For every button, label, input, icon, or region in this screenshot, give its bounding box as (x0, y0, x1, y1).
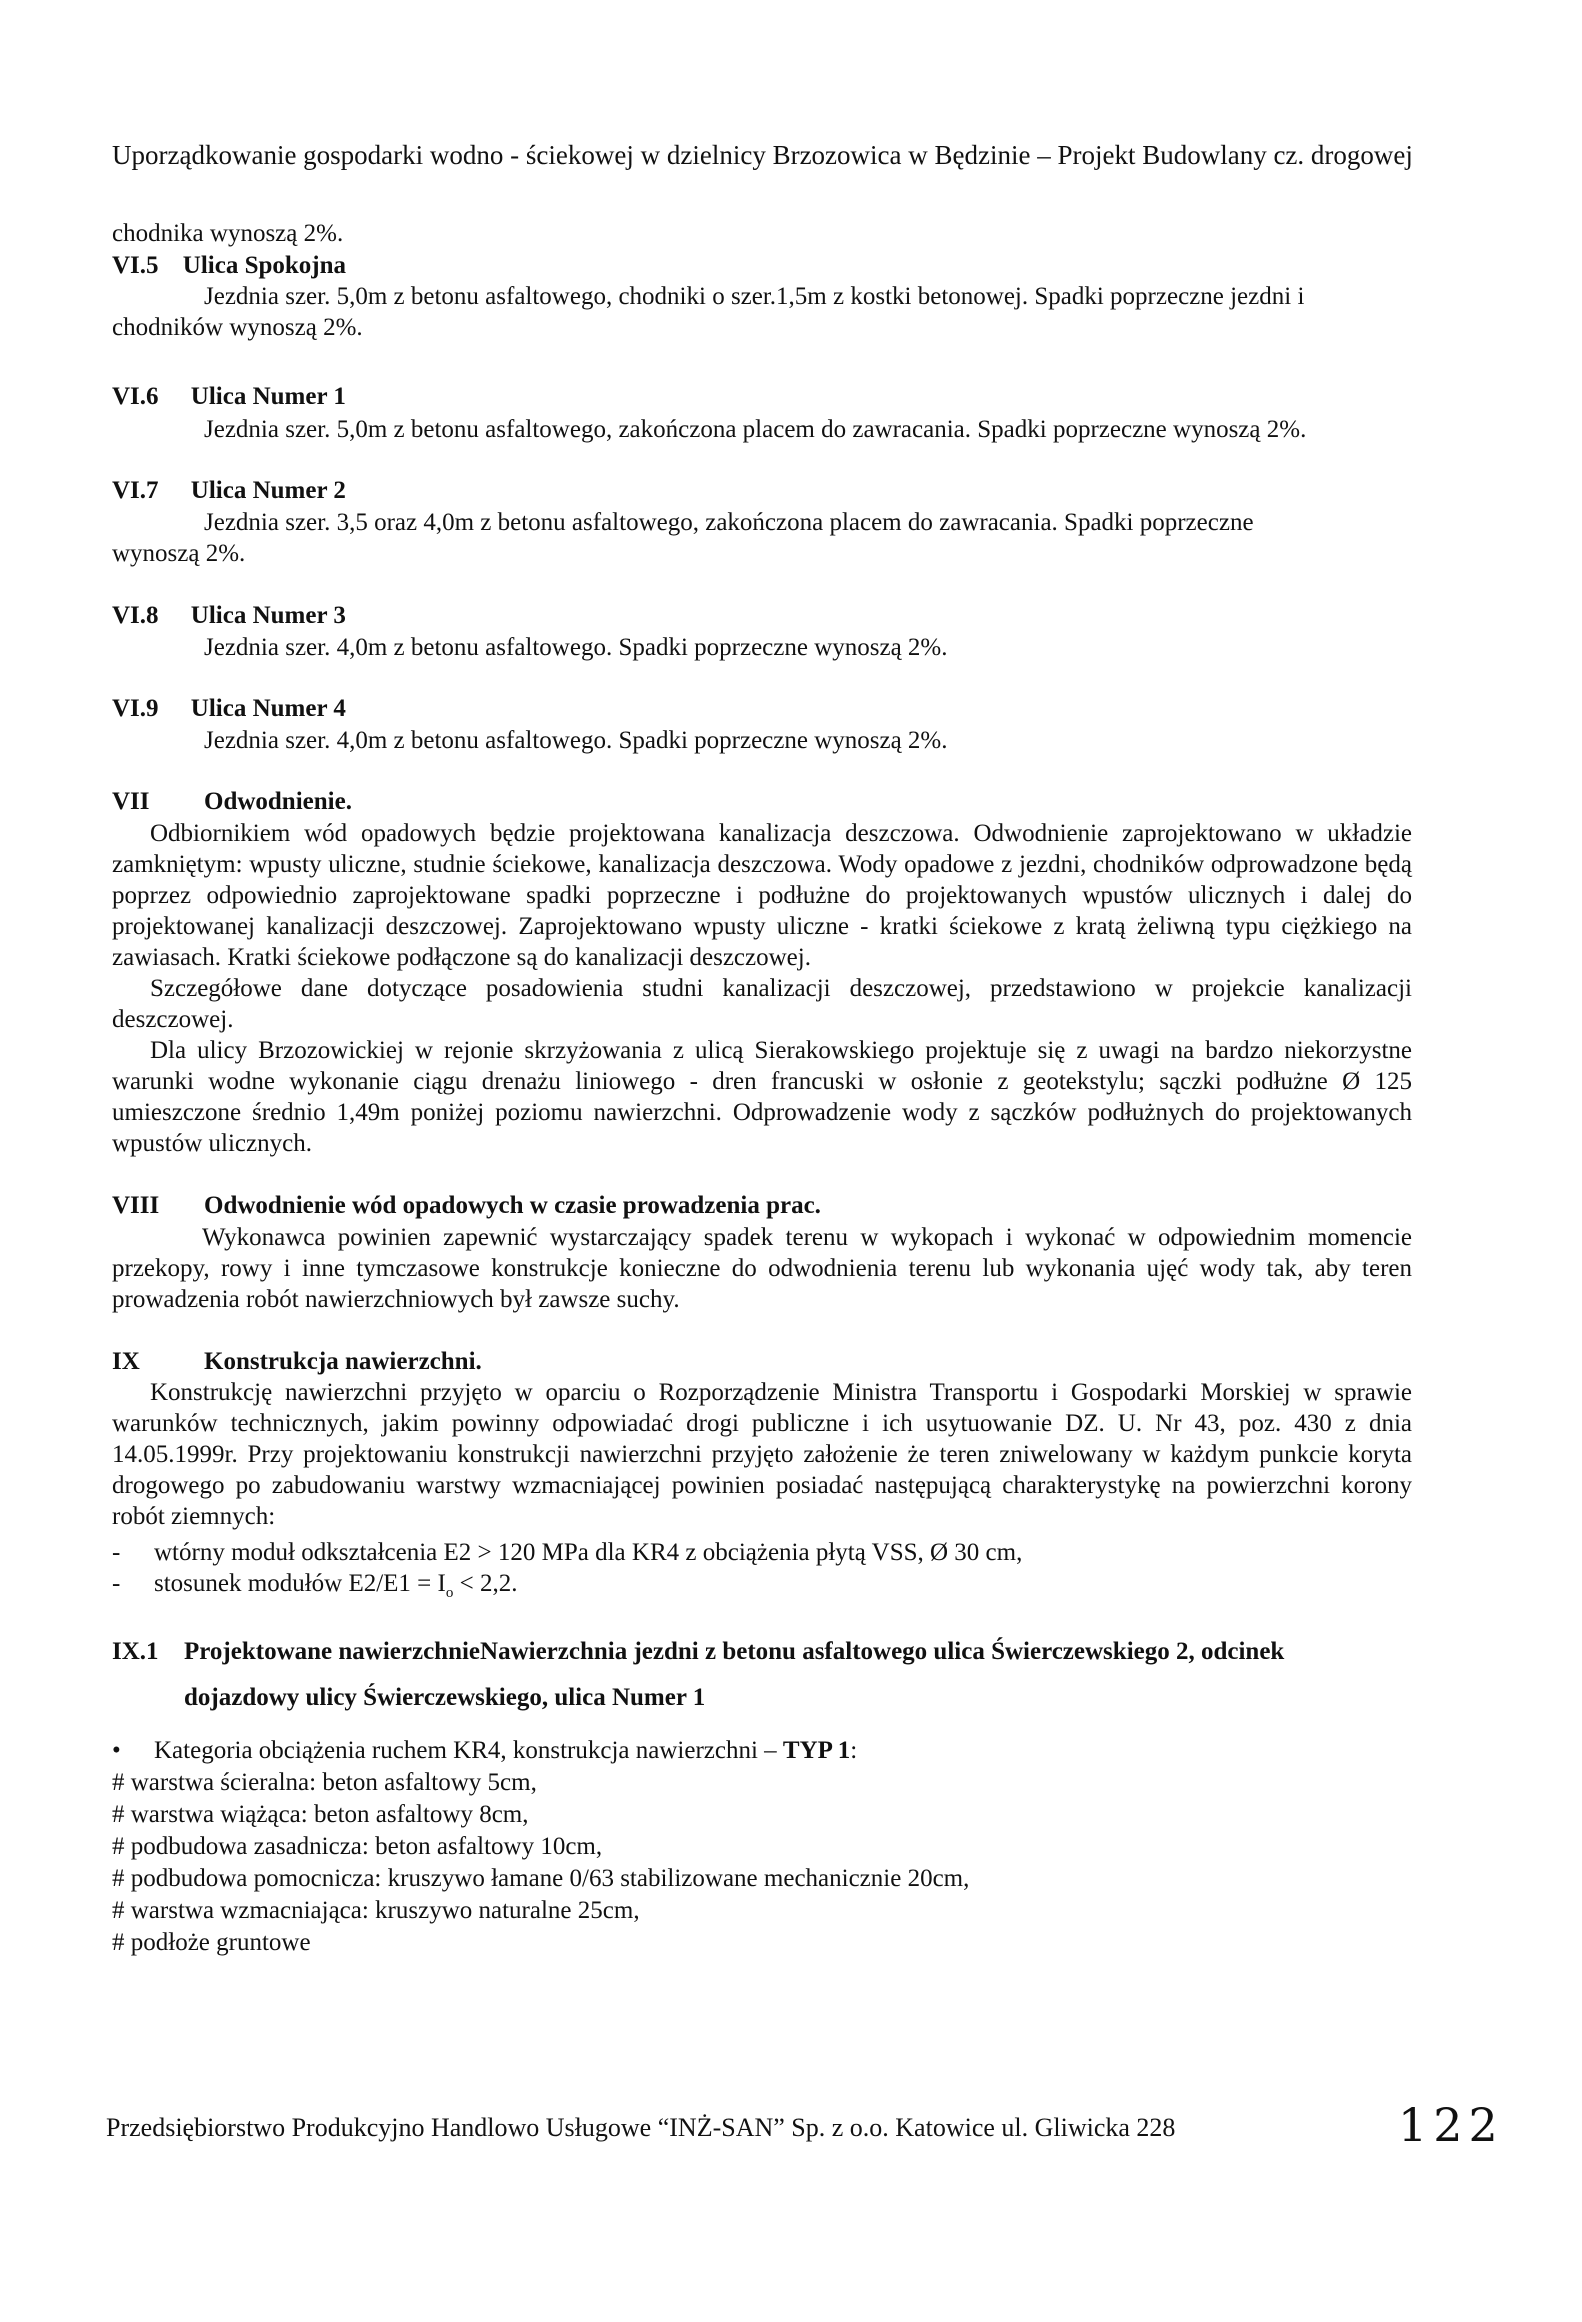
section-number: VI.5 (112, 252, 159, 279)
section-ix1-heading (112, 1638, 1285, 1666)
bullet-text-bold: TYP 1 (782, 1737, 851, 1764)
subscript: o (445, 1585, 454, 1601)
section-ix-body (112, 1377, 1412, 1532)
dash-list-item (112, 1570, 517, 1602)
section-viii-heading (112, 1190, 821, 1221)
section-title: Ulica Numer 1 (190, 383, 346, 410)
dash-item-text: wtórny moduł odkształcenia E2 > 120 MPa dla KR4 z obciążenia płytą VSS, Ø 30 cm, (154, 1539, 1023, 1566)
section-title: Odwodnienie wód opadowych w czasie prowadzenia prac. (204, 1192, 821, 1219)
section-title: Ulica Numer 3 (190, 602, 346, 629)
section-vii-body (112, 818, 1412, 1159)
section-number: VI.6 (112, 383, 159, 410)
section-vi7-heading (112, 475, 346, 506)
list-item: # warstwa wzmacniająca: kruszywo naturalne 25cm, (112, 1897, 640, 1924)
paragraph: Odbiornikiem wód opadowych będzie projektowana kanalizacja deszczowa. Odwodnienie zaprojektowano w układzie zamkniętym: wpusty uliczne, studnie ściekowe, kanalizacja deszczowa. Wody opadowe z jezdni, chodników odprowadzone będą poprzez odpowiednio zaprojektowane spadki poprzeczne i podłużne do projektowanych wpustów ulicznych i dalej do projektowanej kanalizacji deszczowej. Zaprojektowano wpusty uliczne - kratki ściekowe z kratą żeliwną typu ciężkiego na zawiasach. Kratki ściekowe podłączone są do kanalizacji deszczowej. (112, 820, 1412, 971)
paragraph: Dla ulicy Brzozowickiej w rejonie skrzyżowania z ulicą Sierakowskiego projektuje się z uwagi na bardzo niekorzystne warunki wodne wykonanie ciągu drenażu liniowego - dren francuski w osłonie z geotekstylu; sączki podłużne Ø 125 umieszczone średnio 1,49m poniżej poziomu nawierzchni. Odprowadzenie wody z sączków podłużnych do projektowanych wpustów ulicznych. (112, 1037, 1412, 1157)
page-header: Uporządkowanie gospodarki wodno - ściekowej w dzielnicy Brzozowica w Będzinie – Projekt Budowlany cz. drogowej (112, 140, 1413, 170)
dash-item-text-tail: < 2,2. (453, 1570, 518, 1597)
section-number: VII (112, 788, 150, 815)
list-item: # warstwa wiążąca: beton asfaltowy 8cm, (112, 1801, 529, 1828)
section-vi7-line2: wynoszą 2%. (112, 540, 246, 567)
section-vi5-line2: chodników wynoszą 2%. (112, 314, 363, 341)
list-item (112, 1735, 969, 1767)
section-viii-body (112, 1222, 1412, 1315)
list-item: # podłoże gruntowe (112, 1929, 311, 1956)
section-number: VIII (112, 1192, 160, 1219)
section-vi5-line1: Jezdnia szer. 5,0m z betonu asfaltowego, chodniki o szer.1,5m z kostki betonowej. Spadki poprzeczne jezdni i (204, 283, 1305, 310)
paragraph: Wykonawca powinien zapewnić wystarczający spadek terenu w wykopach i wykonać w odpowiednim momencie przekopy, rowy i inne tymczasowe konstrukcje konieczne do odwodnienia terenu lub wykonania ujęć wody tak, aby teren prowadzenia robót nawierzchniowych był zawsze suchy. (112, 1224, 1412, 1313)
section-vi8-line1: Jezdnia szer. 4,0m z betonu asfaltowego. Spadki poprzeczne wynoszą 2%. (204, 634, 948, 661)
section-title: Ulica Numer 2 (190, 477, 346, 504)
intro-line: chodnika wynoszą 2%. (112, 220, 344, 247)
paragraph: Szczegółowe dane dotyczące posadowienia studni kanalizacji deszczowej, przedstawiono w projekcie kanalizacji deszczowej. (112, 975, 1412, 1033)
dash-marker: - (112, 1570, 121, 1597)
list-item: # podbudowa zasadnicza: beton asfaltowy 10cm, (112, 1833, 603, 1860)
section-title: Ulica Spokojna (182, 252, 347, 279)
section-title: Konstrukcja nawierzchni. (204, 1348, 482, 1375)
pavement-structure-list (112, 1735, 969, 1959)
section-vi5-heading (112, 250, 346, 281)
section-title: Odwodnienie. (204, 788, 352, 815)
bullet-text-tail: : (850, 1737, 858, 1764)
section-title: Ulica Numer 4 (190, 695, 346, 722)
section-number: IX (112, 1348, 140, 1375)
section-vi7-line1: Jezdnia szer. 3,5 oraz 4,0m z betonu asfaltowego, zakończona placem do zawracania. Spadki poprzeczne (204, 509, 1254, 536)
list-item: # warstwa ścieralna: beton asfaltowy 5cm, (112, 1769, 537, 1796)
section-vi9-line1: Jezdnia szer. 4,0m z betonu asfaltowego. Spadki poprzeczne wynoszą 2%. (204, 727, 948, 754)
dash-list-item (112, 1539, 1022, 1567)
page-number: 122 (1398, 2098, 1504, 2152)
section-number: VI.9 (112, 695, 159, 722)
section-vi8-heading (112, 600, 346, 631)
section-vi6-line1: Jezdnia szer. 5,0m z betonu asfaltowego, zakończona placem do zawracania. Spadki poprzeczne wynoszą 2%. (204, 416, 1307, 443)
paragraph: Konstrukcję nawierzchni przyjęto w oparciu o Rozporządzenie Ministra Transportu i Gospodarki Morskiej w sprawie warunków technicznych, jakim powinny odpowiadać drogi publiczne i ich usytuowanie DZ. U. Nr 43, poz. 430 z dnia 14.05.1999r. Przy projektowaniu konstrukcji nawierzchni przyjęto założenie że teren zniwelowany w każdym punkcie koryta drogowego po zabudowaniu warstwy wzmacniającej powinien posiadać następującą charakterystykę na powierzchni korony robót ziemnych: (112, 1379, 1412, 1530)
bullet-text: Kategoria obciążenia ruchem KR4, konstrukcja nawierzchni – (154, 1737, 783, 1764)
dash-item-text: stosunek modułów E2/E1 = I (154, 1570, 446, 1597)
section-vi9-heading (112, 693, 346, 724)
section-vi6-heading (112, 381, 346, 412)
section-number: VI.7 (112, 477, 159, 504)
bullet-icon: • (112, 1737, 121, 1764)
page-footer: Przedsiębiorstwo Produkcyjno Handlowo Usługowe “INŻ-SAN” Sp. z o.o. Katowice ul. Gliwicka 228 (106, 2113, 1176, 2142)
section-number: VI.8 (112, 602, 159, 629)
dash-marker: - (112, 1539, 121, 1566)
section-ix-heading (112, 1346, 482, 1377)
section-number: IX.1 (112, 1638, 159, 1665)
section-vii-heading (112, 786, 352, 817)
section-title-line1: Projektowane nawierzchnieNawierzchnia jezdni z betonu asfaltowego ulica Świerczewskiego 2, odcinek (184, 1638, 1285, 1665)
list-item: # podbudowa pomocnicza: kruszywo łamane 0/63 stabilizowane mechanicznie 20cm, (112, 1865, 970, 1892)
section-ix1-title-line2: dojazdowy ulicy Świerczewskiego, ulica Numer 1 (184, 1684, 706, 1711)
